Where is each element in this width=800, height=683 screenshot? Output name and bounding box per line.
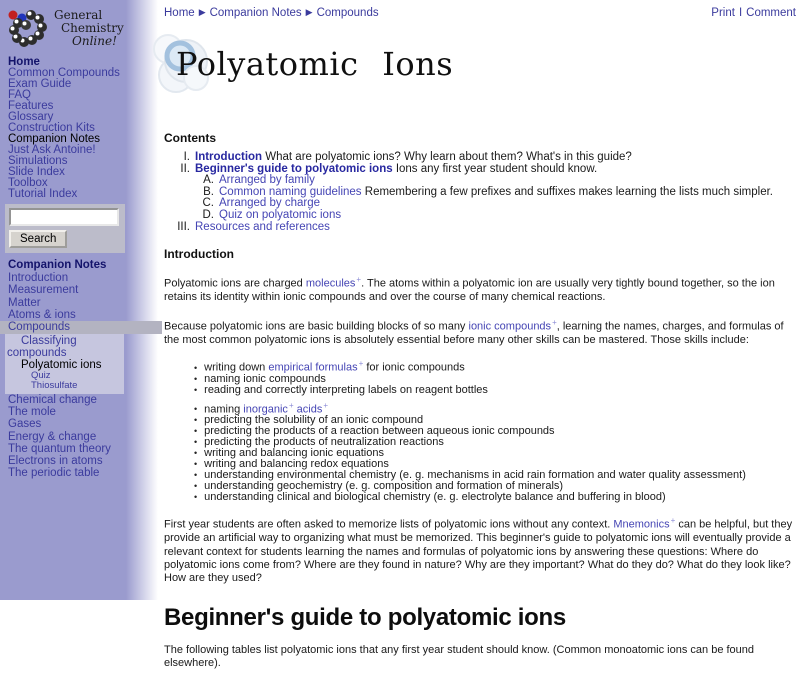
breadcrumb-compounds[interactable]: Compounds xyxy=(316,7,379,19)
glossary-icon[interactable]: + xyxy=(288,400,294,410)
glossary-link-mnemonics[interactable]: Mnemonics xyxy=(613,519,670,532)
search-panel xyxy=(5,204,125,253)
toc-item-resources: III. Resources and references xyxy=(177,220,330,233)
skill-item: • predicting the products of a reaction between aqueous ionic compounds xyxy=(194,426,796,437)
toc-link-quiz[interactable]: Quiz on polyatomic ions xyxy=(219,208,342,221)
glossary-icon[interactable]: + xyxy=(552,318,557,328)
sidebar-item-just-ask-antoine[interactable]: Just Ask Antoine! xyxy=(8,144,96,156)
skill-item: • predicting the products of neutralization reactions xyxy=(194,437,796,448)
sidebar-item-simulations[interactable]: Simulations xyxy=(8,155,68,167)
molecule-logo-icon xyxy=(4,5,54,57)
glossary-icon[interactable]: + xyxy=(358,359,364,369)
actions-separator: I xyxy=(738,7,743,19)
sidebar-item-energy-change[interactable]: Energy & change xyxy=(8,430,97,443)
sidebar-item-thiosulfate[interactable]: Thiosulfate xyxy=(31,380,78,392)
glossary-link-molecules[interactable]: molecules xyxy=(305,277,356,290)
sidebar-item-quantum-theory[interactable]: The quantum theory xyxy=(8,442,111,455)
page-actions xyxy=(711,7,796,19)
glossary-link-ionic-compounds[interactable]: ionic compounds xyxy=(468,320,552,333)
skill-item: • understanding clinical and biological chemistry (e. g. electrolyte balance and buffering in blood) xyxy=(194,492,796,503)
intro-paragraph-1: Polyatomic ions are charged molecules+. The atoms within a polyatomic ion are usually very tightly bound together, so the ion retains its identity within ionic compounds and over the course of many chemical reactions. xyxy=(164,275,775,304)
glossary-link-empirical-formulas[interactable]: empirical formulas xyxy=(268,361,358,374)
glossary-icon[interactable]: + xyxy=(323,400,329,410)
toc-link-arranged-by-family[interactable]: Arranged by family xyxy=(219,174,315,187)
sidebar-item-compounds[interactable]: Compounds xyxy=(0,321,162,334)
search-button[interactable]: Search xyxy=(9,230,67,248)
toc-item-common-naming-guidelines: B. Common naming guidelines Remembering a few prefixes and suffixes makes learning the lists much simpler. xyxy=(203,185,773,198)
companion-notes-section-title[interactable]: Companion Notes xyxy=(8,259,107,271)
sidebar-item-matter[interactable]: Matter xyxy=(8,296,41,309)
sidebar-item-gases[interactable]: Gases xyxy=(8,418,42,431)
sidebar-item-companion-notes: Companion Notes xyxy=(8,133,101,145)
primary-nav xyxy=(0,57,162,200)
sidebar-item-common-compounds[interactable]: Common Compounds xyxy=(8,67,120,79)
contents-heading: Contents xyxy=(164,131,216,145)
sidebar-item-classifying-compounds[interactable]: Classifying compounds xyxy=(7,334,77,359)
sidebar-item-glossary[interactable]: Glossary xyxy=(8,111,54,123)
breadcrumb-home[interactable]: Home xyxy=(164,7,195,19)
sidebar-item-home[interactable]: Home xyxy=(8,56,40,68)
table-of-contents xyxy=(164,152,796,233)
toc-link-introduction[interactable]: Introduction xyxy=(195,151,263,163)
beginners-guide-heading: Beginner's guide to polyatomic ions xyxy=(164,604,566,632)
sidebar-item-introduction[interactable]: Introduction xyxy=(8,272,69,284)
sidebar-item-tutorial-index[interactable]: Tutorial Index xyxy=(8,188,78,200)
print-link[interactable]: Print xyxy=(711,7,735,19)
toc-item-introduction: I. Introduction What are polyatomic ions? Why learn about them? What's in this guide? xyxy=(183,151,632,163)
toc-link-arranged-by-charge[interactable]: Arranged by charge xyxy=(219,197,321,210)
breadcrumb xyxy=(164,7,379,19)
toc-item-beginners-guide: II. Beginner's guide to polyatomic ions Ions any first year student should know. xyxy=(180,162,598,175)
sidebar-item-polyatomic-ions-current: Polyatomic ions xyxy=(21,358,102,371)
breadcrumb-companion-notes[interactable]: Companion Notes xyxy=(209,7,302,19)
sidebar-item-faq[interactable]: FAQ xyxy=(8,89,32,101)
toc-item-arranged-by-charge: C. Arranged by charge xyxy=(202,197,321,210)
main-content xyxy=(164,0,796,683)
sidebar-item-toolbox[interactable]: Toolbox xyxy=(8,177,48,189)
glossary-link-acids[interactable]: acids xyxy=(296,403,323,416)
skill-item: • reading and correctly interpreting labels on reagent bottles xyxy=(194,385,796,396)
companion-notes-nav xyxy=(0,272,162,321)
introduction-heading: Introduction xyxy=(164,247,234,262)
intro-paragraph-3: First year students are often asked to memorize lists of polyatomic ions without any context. Mnemonics+ can be helpful, but they provide an artificial way to organizing what must be memorized. This beginner's guide to polyatomic ions will eventually provide a relevant context for students learning the names and formulas of polyatomic ions by answering these questions: Where do polyatomic ions come from? Where are they found in nature? Why are they important? What do they do? What do they look like? How are they used? xyxy=(164,516,793,584)
top-bar xyxy=(164,0,796,19)
toc-link-resources[interactable]: Resources and references xyxy=(195,220,330,233)
skill-item: • understanding geochemistry (e. g. composition and formation of minerals) xyxy=(194,481,796,492)
sidebar-item-chemical-change[interactable]: Chemical change xyxy=(8,393,97,406)
sidebar-item-exam-guide[interactable]: Exam Guide xyxy=(8,78,72,90)
skill-item: • predicting the solubility of an ionic compound xyxy=(194,415,796,426)
glossary-icon[interactable]: + xyxy=(670,516,676,526)
toc-item-quiz: D. Quiz on polyatomic ions xyxy=(202,208,342,221)
toc-link-beginners-guide[interactable]: Beginner's guide to polyatomic ions xyxy=(195,162,393,175)
sidebar-item-construction-kits[interactable]: Construction Kits xyxy=(8,122,95,134)
toc-link-common-naming-guidelines[interactable]: Common naming guidelines xyxy=(219,185,362,198)
breadcrumb-arrow-icon: ▶ xyxy=(305,7,313,17)
title-banner xyxy=(164,23,796,109)
compounds-subnav xyxy=(5,334,124,394)
guide-lead-paragraph: The following tables list polyatomic ions that any first year student should know. (Common monoatomic ions can be found elsewhere). xyxy=(164,644,755,670)
toc-item-arranged-by-family: A. Arranged by family xyxy=(203,174,315,187)
sidebar xyxy=(0,0,162,600)
intro-paragraph-2: Because polyatomic ions are basic building blocks of so many ionic compounds+, learning the names, charges, and formulas of the most common polyatomic ions is absolutely essential before many other skills can be mastered. Those skills include: xyxy=(164,318,784,347)
breadcrumb-arrow-icon: ▶ xyxy=(198,7,206,17)
sidebar-item-electrons-in-atoms[interactable]: Electrons in atoms xyxy=(8,455,103,468)
companion-notes-nav-bottom xyxy=(0,394,162,480)
skill-item: • writing down empirical formulas+ for ionic compounds xyxy=(194,359,796,374)
search-input[interactable] xyxy=(9,208,119,226)
skill-item: • understanding environmental chemistry (e. g. mechanisms in acid rain formation and water quality assessment) xyxy=(194,470,796,481)
skill-item: • writing and balancing ionic equations xyxy=(194,448,796,459)
sidebar-item-features[interactable]: Features xyxy=(8,100,54,112)
site-logo[interactable] xyxy=(0,0,162,57)
sidebar-item-periodic-table[interactable]: The periodic table xyxy=(8,467,100,480)
sidebar-item-the-mole[interactable]: The mole xyxy=(8,405,56,418)
sidebar-item-slide-index[interactable]: Slide Index xyxy=(8,166,65,178)
sidebar-item-atoms-ions[interactable]: Atoms & ions xyxy=(8,308,76,321)
comment-link[interactable]: Comment xyxy=(746,7,796,19)
skill-item: • naming inorganic+ acids+ xyxy=(194,401,796,416)
sidebar-item-quiz[interactable]: Quiz xyxy=(31,369,51,381)
skills-list xyxy=(164,359,796,502)
glossary-link-inorganic[interactable]: inorganic xyxy=(243,403,288,416)
sidebar-item-measurement[interactable]: Measurement xyxy=(8,284,79,297)
site-logo-text: General Chemistry Online! xyxy=(54,8,124,48)
skill-item: • naming ionic compounds xyxy=(194,374,796,385)
skill-item: • writing and balancing redox equations xyxy=(194,459,796,470)
glossary-icon[interactable]: + xyxy=(356,275,362,285)
page-title: Polyatomic Ions xyxy=(176,45,454,83)
